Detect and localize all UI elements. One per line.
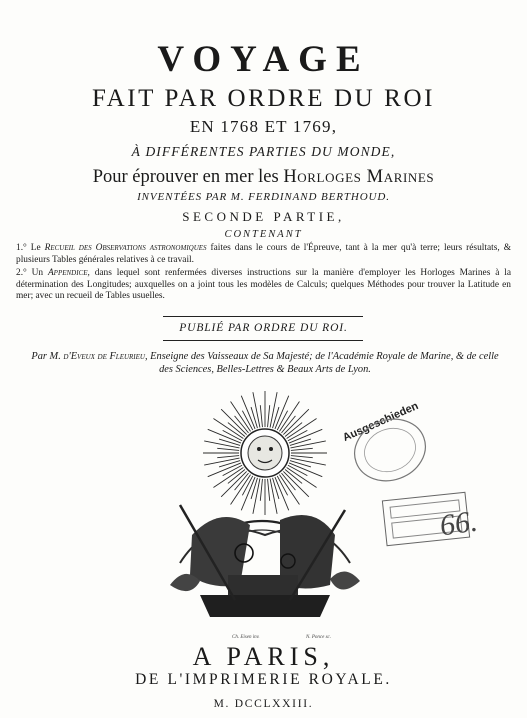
sun-ray (270, 479, 277, 514)
library-round-stamp (330, 395, 440, 495)
imprint-printer: DE L'IMPRIMERIE ROYALE. (135, 671, 392, 688)
divider-top (163, 316, 363, 317)
sun-ray (253, 479, 260, 514)
sun-ray (204, 441, 239, 448)
title-line-years: EN 1768 ET 1769, (189, 117, 338, 136)
title-line-contenant: CONTENANT (224, 229, 303, 240)
sun-ray (283, 471, 308, 496)
sun-ray (291, 456, 313, 458)
ausgeschieden-stamp: Ausgeschieden (341, 399, 421, 445)
title-line-horloges-a: Pour éprouver en mer les (92, 167, 284, 187)
engraving-credit-left: Ch. Eisen inv. (232, 635, 260, 640)
sun-ray (217, 456, 239, 458)
handwritten-number: 66. (437, 504, 480, 543)
title-line-horloges (0, 167, 527, 188)
contents-item-1: 1.° Le Recueil des Observations astronomiques faites dans le cours de l'Épreuve, tant à la mer qu'à terre; leurs résultats, & plusieurs Tables générales relatives à ce travail. (16, 243, 511, 265)
sun-ray (260, 479, 262, 501)
sun-ray (283, 409, 308, 434)
title-line-parties-du-monde: À DIFFÉRENTES PARTIES DU MONDE, (131, 144, 396, 159)
sun-ray (221, 471, 246, 496)
sun-ray (291, 458, 326, 465)
sun-ray (268, 405, 270, 427)
title-line-ordre-du-roi: FAIT PAR ORDRE DU ROI (91, 85, 436, 112)
sun-ray (221, 409, 246, 434)
sun-ray (291, 448, 313, 450)
sun-ray (268, 479, 270, 501)
divider-bottom (163, 340, 363, 341)
sun-ray (204, 458, 239, 465)
title-voyage: VOYAGE (157, 39, 370, 80)
sun-ray (260, 405, 262, 427)
author-credit: Par M. d'Eveux de Fleurieu, Enseigne des Vaisseaux de Sa Majesté; de l'Académie Royale de Marine, & de celle des Sciences, Belles-Lettres & Beaux Arts de Lyon. (31, 351, 499, 375)
sun-ray (217, 448, 239, 450)
title-line-horloges-b: Horloges Marines (283, 167, 435, 187)
sun-ray (291, 441, 326, 448)
title-line-seconde-partie: SECONDE PARTIE, (182, 209, 345, 224)
sun-ray (270, 392, 277, 427)
imprint-city: A PARIS, (192, 642, 335, 671)
contents-item-2: 2.° Un Appendice, dans lequel sont renfermées diverses instructions sur la manière d'employer les Horloges Marines à la détermination des Longitudes; auxquelles on a joint tous les modèles de Calculs; quelques Méthodes pour trouver la Latitude en mer; avec un recueil de Tables usuelles. (16, 268, 511, 302)
engraving-credit-right: N. Ponce sc. (306, 635, 331, 640)
title-line-inventees: INVENTÉES PAR M. FERDINAND BERTHOUD. (137, 191, 390, 203)
imprint-year: M. DCCLXXIII. (213, 698, 314, 710)
publie-par-ordre: PUBLIÉ PAR ORDRE DU ROI. (179, 322, 348, 334)
sun-ray (253, 392, 260, 427)
